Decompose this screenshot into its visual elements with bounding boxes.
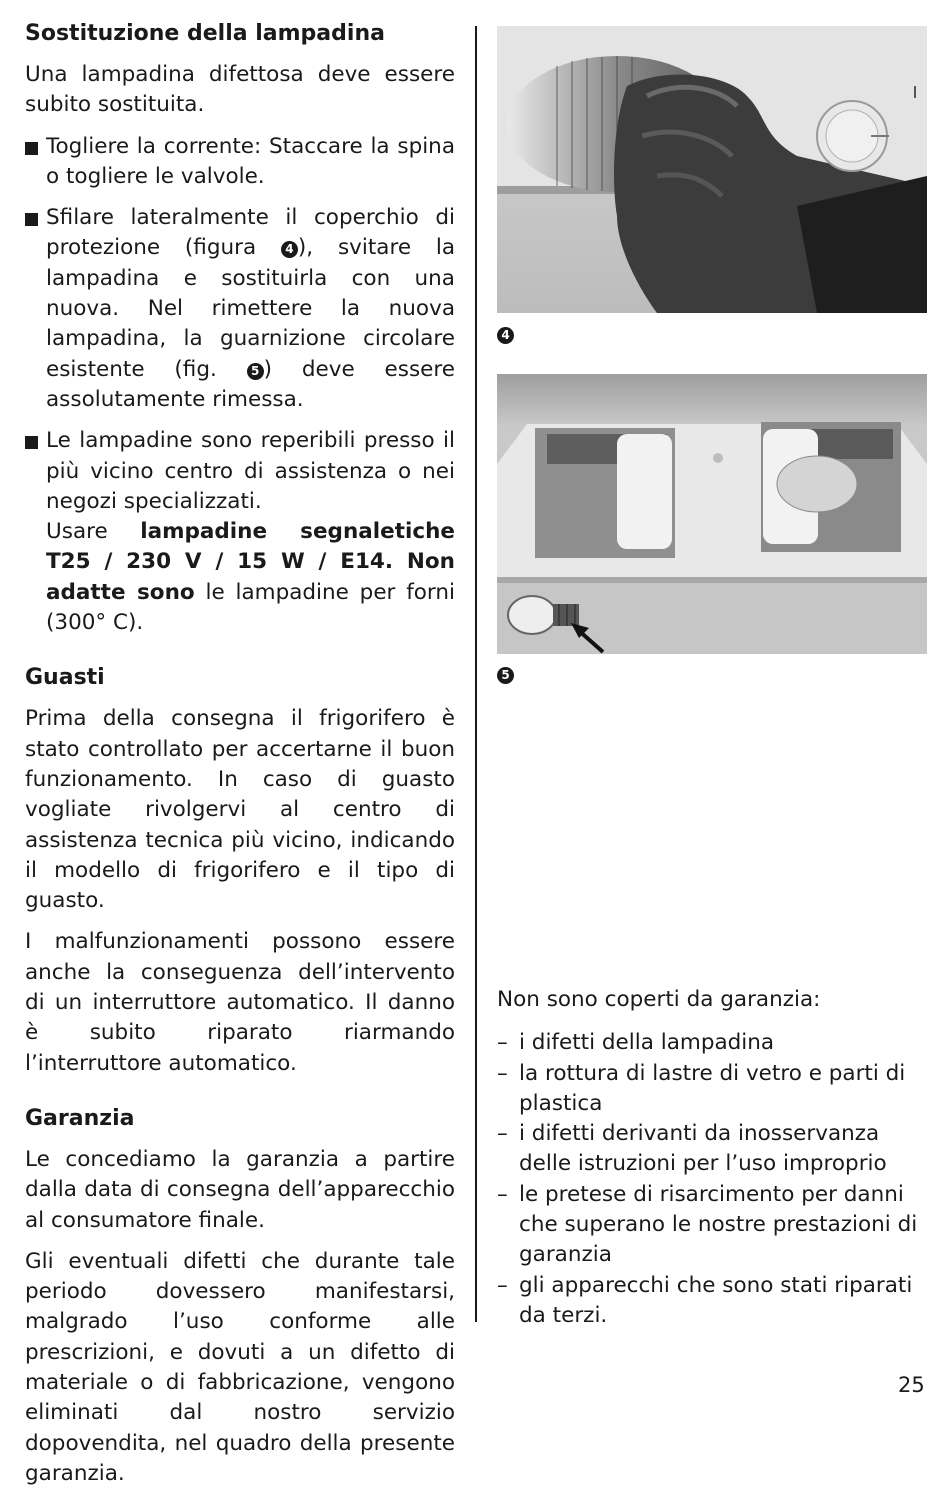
list-item-text: le pretese di risarcimento per danni che superano le nostre prestazioni di garanzia — [519, 1181, 918, 1268]
garanzia-paragraph: Le concediamo la garanzia a partire dalla data di consegna dell’apparecchio al consumatore finale. — [25, 1146, 455, 1233]
page-number: 25 — [898, 1373, 925, 1397]
list-item — [497, 1059, 927, 1120]
list-item-text: la rottura di lastre di vetro e parti di plastica — [519, 1060, 906, 1116]
bullet-item — [25, 132, 455, 193]
bullet-text: Togliere la corrente: Staccare la spina o togliere le valvole. — [46, 133, 455, 189]
figure-ref-4: 4 — [281, 241, 298, 258]
list-item — [497, 1119, 927, 1180]
bullet-square-icon — [25, 436, 38, 449]
bullet-square-icon — [25, 142, 38, 155]
garanzia-heading: Garanzia — [25, 1105, 135, 1131]
lamp-heading: Sostituzione della lampadina — [25, 21, 385, 46]
guasti-paragraph: I malfunzionamenti possono essere anche la conseguenza dell’intervento di un interruttore automatico. Il danno è subito riparato riarmando l’interruttore automatico. — [25, 929, 455, 1076]
garanzia-paragraph: Gli eventuali difetti che durante tale periodo dovessero manifestarsi, malgrado l’uso conforme alle prescrizioni, e dovuti a un difetto di materiale o di fabbricazione, vengono eliminati dal nostro servizio dopovendita, nel quadro della presente garanzia. — [25, 1248, 455, 1486]
dash-marker: – — [497, 1121, 508, 1147]
bullet-text: Usare — [46, 519, 141, 545]
list-item — [497, 1180, 927, 1271]
bullet-item — [25, 203, 455, 415]
dash-marker: – — [497, 1181, 508, 1207]
dash-marker: – — [497, 1030, 508, 1056]
bullet-text: Sfilare lateralmente il coperchio di protezione (figura — [46, 205, 455, 261]
figure-ref-5: 5 — [247, 363, 264, 380]
figure-number-4: 4 — [497, 327, 514, 344]
dash-marker: – — [497, 1272, 508, 1298]
bullet-square-icon — [25, 213, 38, 226]
list-item — [497, 1028, 927, 1058]
lamp-intro: Una lampadina difettosa deve essere subito sostituita. — [25, 62, 455, 118]
bullet-text: ), svitare la lampadina e sostituirla con una nuova. Nel rimettere la nuova lampadina, la guarnizione circolare esistente (fig. — [46, 235, 455, 382]
figure-5-caption — [497, 665, 514, 684]
column-divider — [475, 26, 477, 1322]
bullet-text: Le lampadine sono reperibili presso il più vicino centro di assistenza o nei negozi specializzati. — [46, 428, 455, 514]
dash-marker: – — [497, 1060, 508, 1086]
guasti-paragraph: Prima della consegna il frigorifero è stato controllato per accertarne il buon funzionamento. In caso di guasto vogliate rivolgervi al centro di assistenza tecnica più vicino, indicando il modello di frigorifero e il tipo di guasto. — [25, 706, 455, 914]
figure-4-caption — [497, 325, 514, 344]
list-item — [497, 1271, 927, 1332]
figure-4-photo — [497, 26, 927, 313]
bullet-item — [25, 426, 455, 638]
right-column — [497, 985, 927, 1331]
list-item-text: gli apparecchi che sono stati riparati da terzi. — [519, 1272, 913, 1328]
list-item-text: i difetti derivanti da inosservanza delle istruzioni per l’uso improprio — [519, 1121, 887, 1177]
bulb-spec: lampadine segnaletiche T25 / 230 V / 15 W / E14. Non adatte sono — [46, 519, 455, 605]
bullet-text: le lampadine per forni (300° C). — [46, 579, 455, 636]
figure-number-5: 5 — [497, 667, 514, 684]
left-column — [25, 18, 455, 1500]
list-item-text: i difetti della lampadina — [519, 1030, 775, 1056]
bullet-text: ) deve essere assolutamente rimessa. — [46, 356, 455, 412]
exclusions-intro: Non sono coperti da garanzia: — [497, 987, 821, 1012]
figure-5-photo — [497, 374, 927, 654]
guasti-heading: Guasti — [25, 665, 105, 691]
